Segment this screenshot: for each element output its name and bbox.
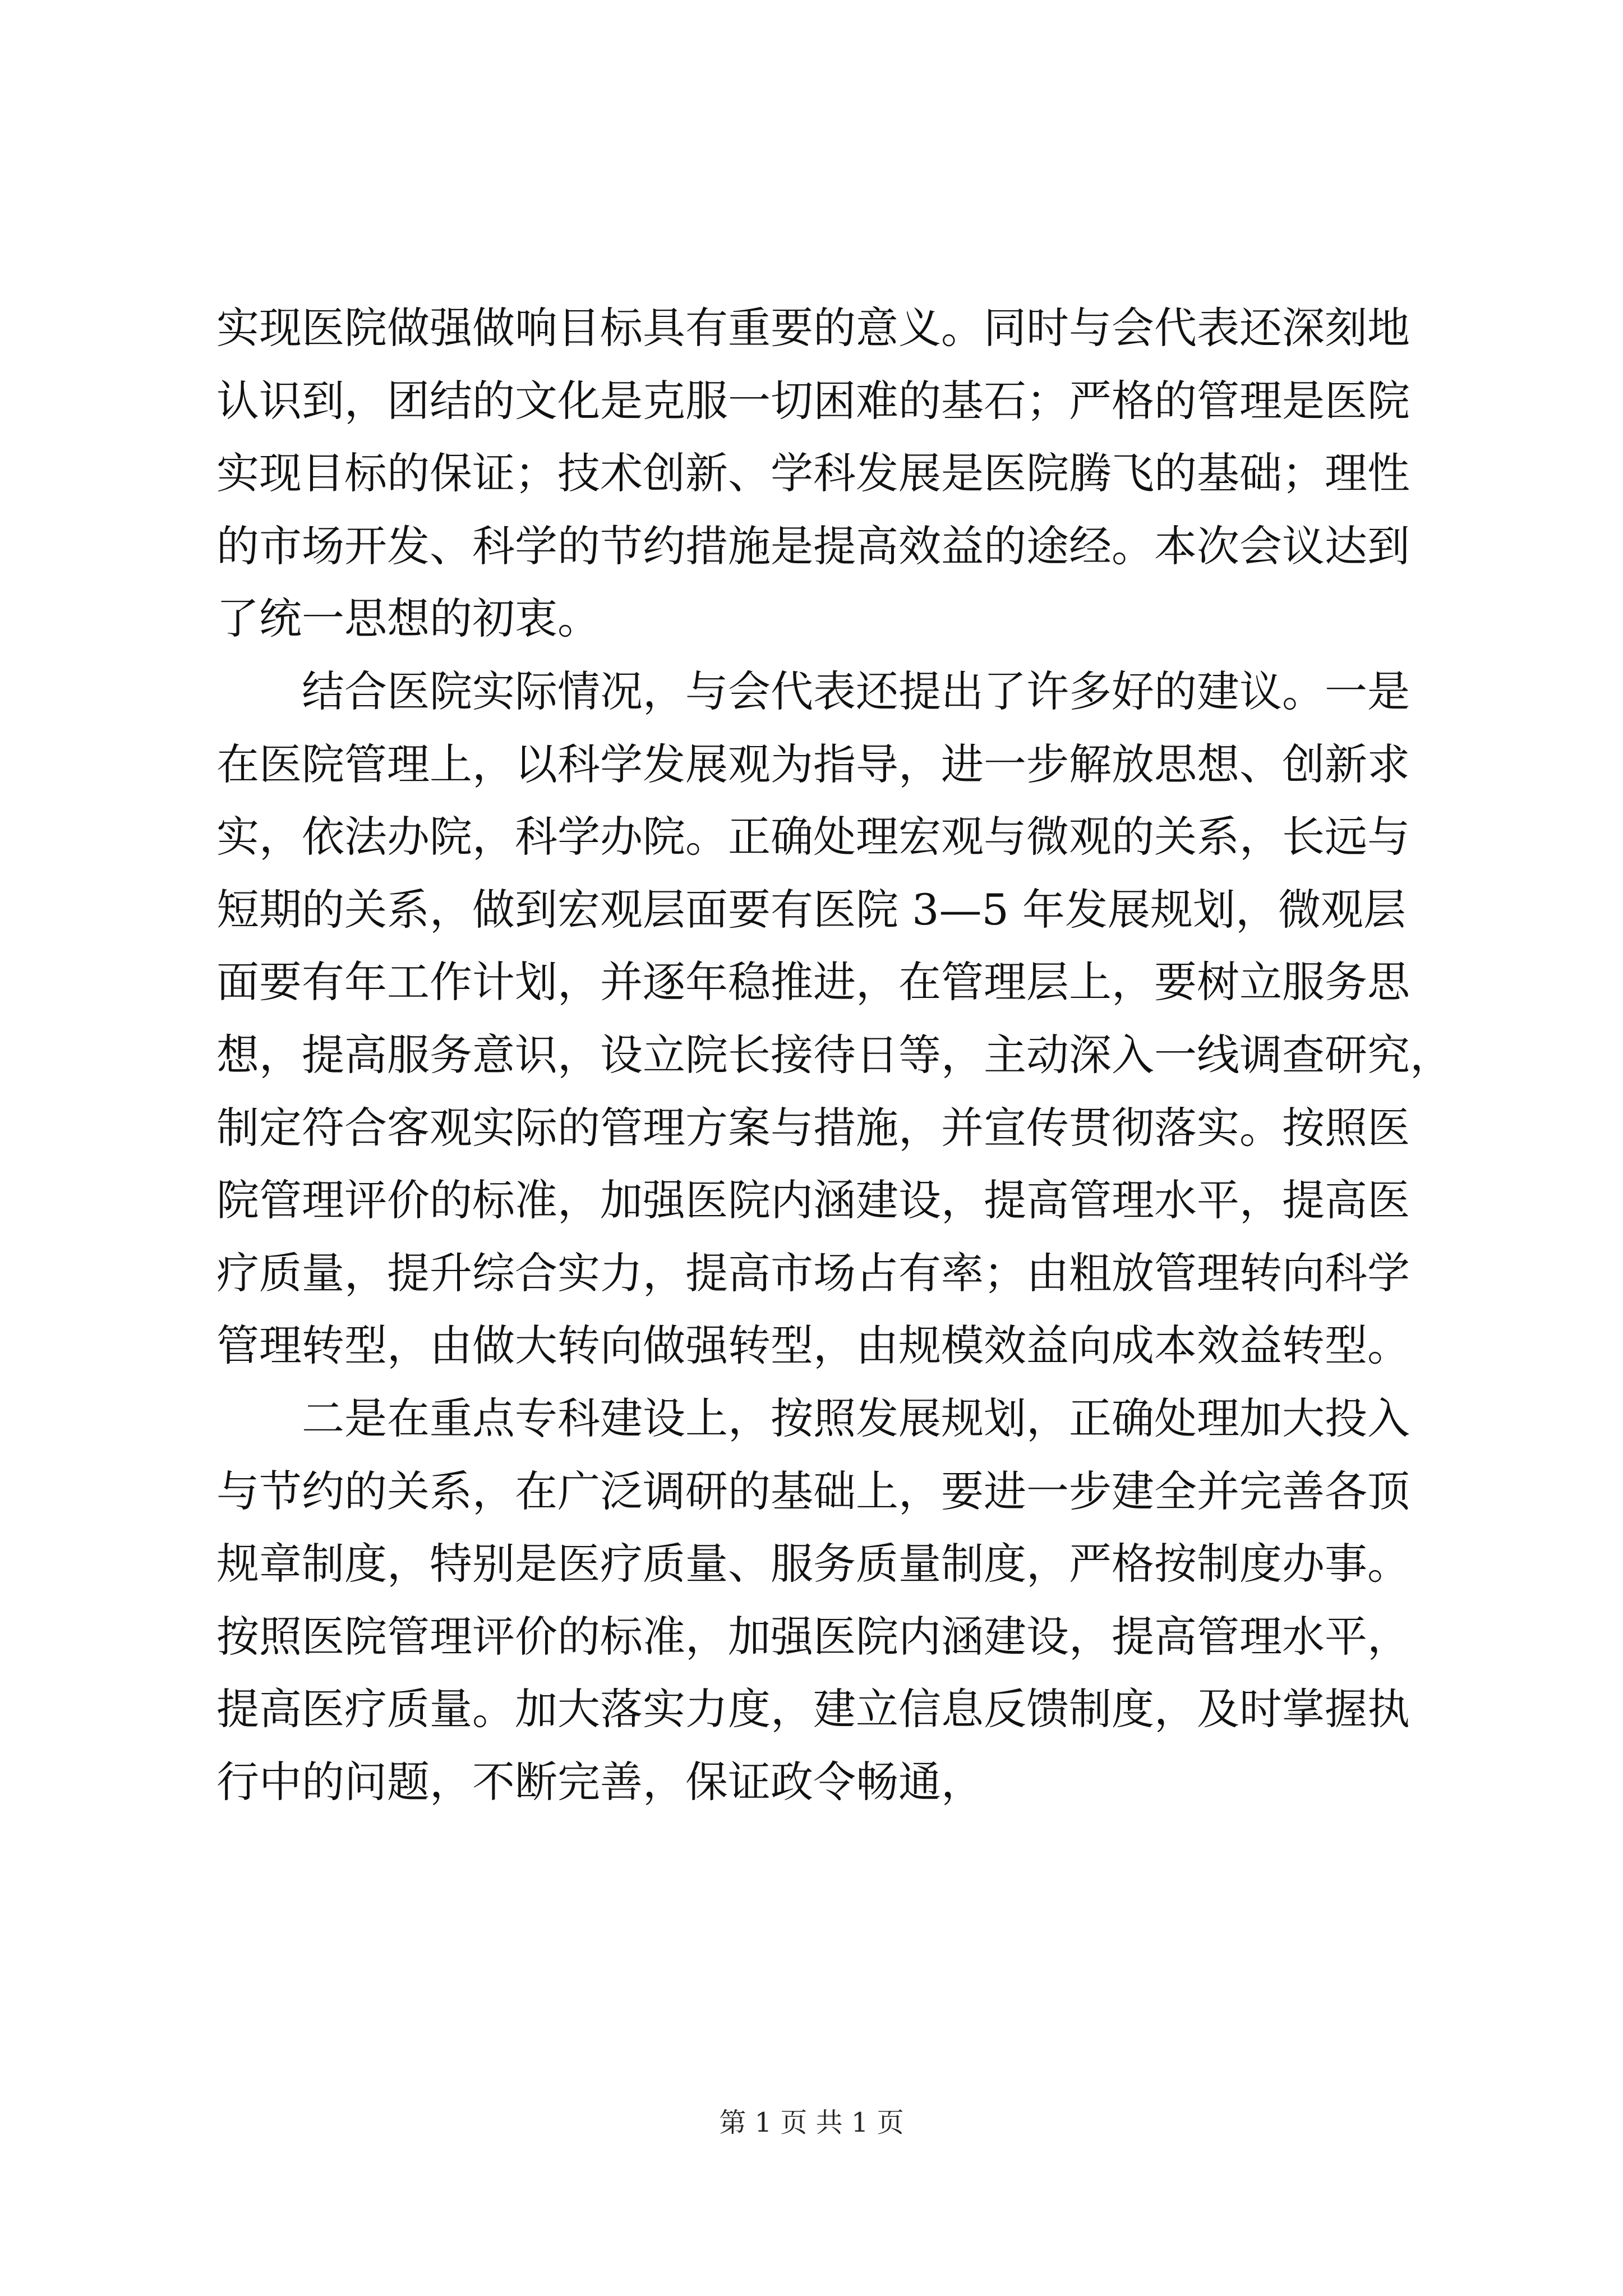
document-body	[216, 292, 1453, 1818]
text-line: 二是在重点专科建设上，按照发展规划，正确处理加大投入	[216, 1393, 1410, 1443]
text-line: 与节约的关系，在广泛调研的基础上，要进一步建全并完善各顶	[216, 1466, 1410, 1516]
text-line: 规章制度，特别是医疗质量、服务质量制度，严格按制度办事。	[216, 1539, 1410, 1589]
paragraph-2	[216, 655, 1453, 1382]
text-line: 按照医院管理评价的标准，加强医院内涵建设，提高管理水平，	[216, 1611, 1410, 1662]
text-line: 在医院管理上，以科学发展观为指导，进一步解放思想、创新求	[216, 739, 1410, 789]
text-line: 院管理评价的标准，加强医院内涵建设，提高管理水平，提高医	[216, 1175, 1410, 1226]
paragraph-1	[216, 292, 1422, 655]
text-line: 提高医疗质量。加大落实力度，建立信息反馈制度，及时掌握执	[216, 1684, 1410, 1734]
text-line: 认识到，团结的文化是克服一切困难的基石；严格的管理是医院	[216, 375, 1410, 426]
page-footer: 第 1 页 共 1 页	[719, 2107, 904, 2138]
text-line: 面要有年工作计划，并逐年稳推进，在管理层上，要树立服务思	[216, 957, 1410, 1007]
text-line: 想，提高服务意识，设立院长接待日等，主动深入一线调查研究，	[216, 1029, 1453, 1080]
text-line: 实，依法办院，科学办院。正确处理宏观与微观的关系，长远与	[216, 812, 1410, 862]
paragraph-3	[216, 1382, 1422, 1819]
text-line: 了统一思想的初衷。	[216, 593, 600, 644]
text-line: 短期的关系，做到宏观层面要有医院 3—5 年发展规划，微观层	[216, 884, 1407, 935]
text-line: 行中的问题，不断完善，保证政令畅通，	[216, 1756, 984, 1807]
text-line: 结合医院实际情况，与会代表还提出了许多好的建议。一是	[216, 666, 1410, 716]
text-line: 制定符合客观实际的管理方案与措施，并宣传贯彻落实。按照医	[216, 1102, 1410, 1153]
text-line: 实现医院做强做响目标具有重要的意义。同时与会代表还深刻地	[216, 303, 1410, 353]
text-line: 的市场开发、科学的节约措施是提高效益的途经。本次会议达到	[216, 521, 1410, 571]
text-line: 疗质量，提升综合实力，提高市场占有率；由粗放管理转向科学	[216, 1248, 1410, 1298]
text-line: 管理转型，由做大转向做强转型，由规模效益向成本效益转型。	[216, 1320, 1410, 1371]
text-line: 实现目标的保证；技术创新、学科发展是医院腾飞的基础；理性	[216, 448, 1410, 499]
